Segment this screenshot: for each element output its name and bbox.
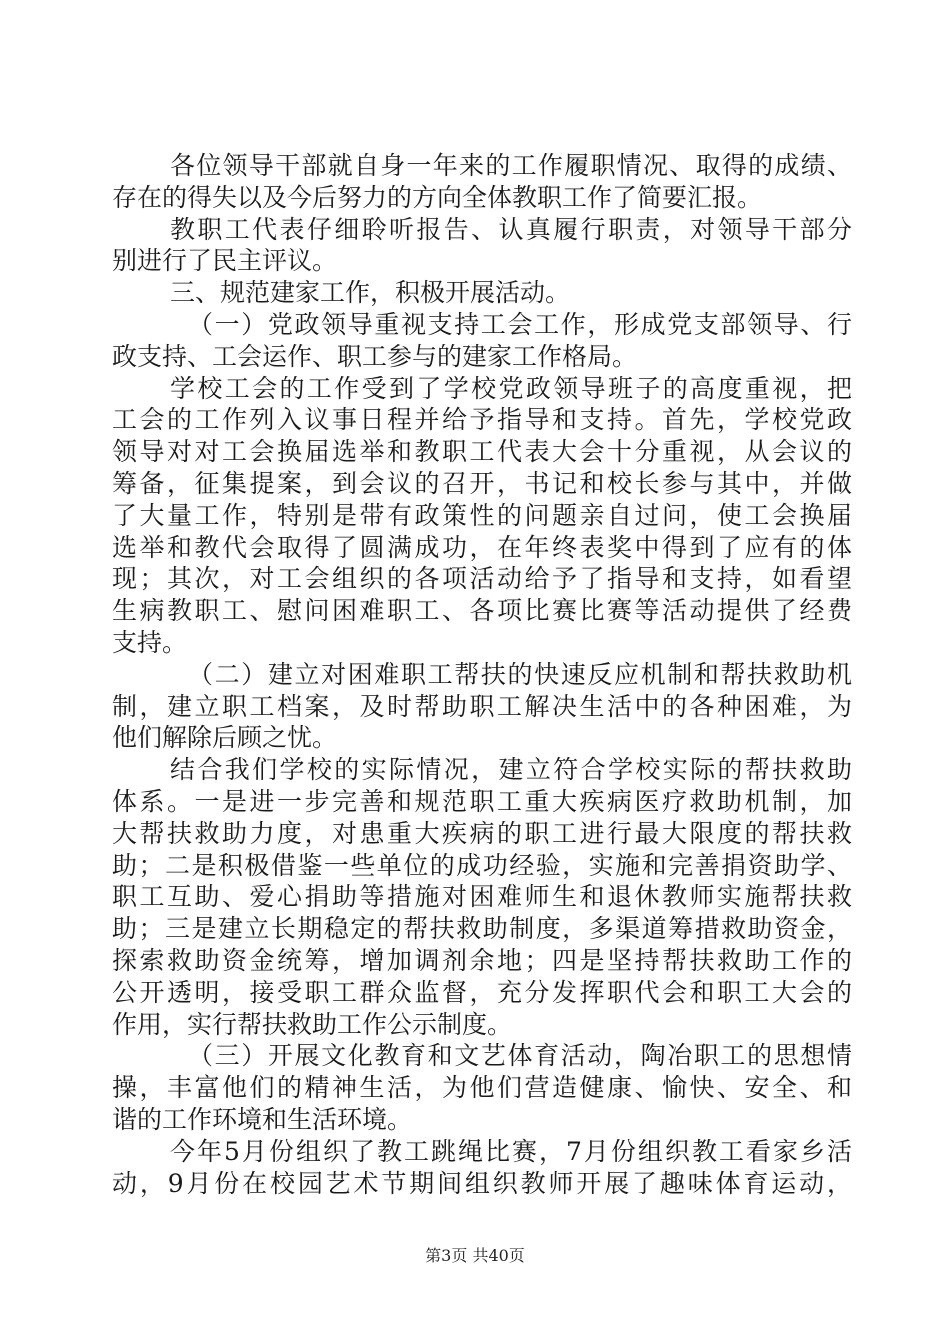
text-line: 探索救助资金统筹，增加调剂余地；四是坚持帮扶救助工作的 — [112, 945, 852, 975]
text-line: 助；三是建立长期稳定的帮扶救助制度，多渠道筹措救助资金， — [112, 914, 852, 944]
subsection-heading-cont: 制，建立职工档案，及时帮助职工解决生活中的各种困难，为 — [112, 691, 852, 721]
text-line: 大帮扶救助力度，对患重大疾病的职工进行最大限度的帮扶救 — [112, 818, 852, 848]
subsection-heading: （一）党政领导重视支持工会工作，形成党支部领导、行 — [188, 309, 852, 339]
page-number-footer: 第3页 共40页 — [425, 1246, 525, 1265]
text-line: 筹备，征集提案，到会议的召开，书记和校长参与其中，并做 — [112, 468, 852, 498]
subsection-heading-cont: 他们解除后顾之忧。 — [112, 723, 338, 753]
subsection-heading-cont: 操，丰富他们的精神生活，为他们营造健康、愉快、安全、和 — [112, 1073, 852, 1103]
text-line: 现；其次，对工会组织的各项活动给予了指导和支持，如看望 — [112, 564, 852, 594]
text-line: 生病教职工、慰问困难职工、各项比赛比赛等活动提供了经费 — [112, 596, 852, 626]
text-line: 学校工会的工作受到了学校党政领导班子的高度重视，把 — [170, 373, 852, 403]
text-line: 公开透明，接受职工群众监督，充分发挥职代会和职工大会的 — [112, 977, 852, 1007]
text-line: 各位领导干部就自身一年来的工作履职情况、取得的成绩、 — [170, 151, 852, 180]
text-line: 作用，实行帮扶救助工作公示制度。 — [112, 1009, 513, 1039]
text-line: 体系。一是进一步完善和规范职工重大疾病医疗救助机制，加 — [112, 786, 852, 816]
document-body — [112, 150, 852, 1199]
text-line: 选举和教代会取得了圆满成功，在年终表奖中得到了应有的体 — [112, 532, 852, 562]
section-heading: 三、规范建家工作，积极开展活动。 — [170, 278, 571, 308]
text-line: 别进行了民主评议。 — [112, 246, 338, 276]
subsection-heading-cont: 谐的工作环境和生活环境。 — [112, 1104, 413, 1134]
text-line: 职工互助、爱心捐助等措施对困难师生和退休教师实施帮扶救 — [112, 882, 852, 912]
text-line: 今年5月份组织了教工跳绳比赛，7月份组织教工看家乡活 — [170, 1136, 852, 1166]
text-line: 支持。 — [112, 627, 188, 657]
text-line: 领导对对工会换届选举和教职工代表大会十分重视，从会议的 — [112, 437, 852, 467]
text-line: 教职工代表仔细聆听报告、认真履行职责，对领导干部分 — [170, 214, 852, 244]
subsection-heading: （二）建立对困难职工帮扶的快速反应机制和帮扶救助机 — [188, 659, 852, 689]
text-line: 了大量工作，特别是带有政策性的问题亲自过问，使工会换届 — [112, 500, 852, 530]
subsection-heading: （三）开展文化教育和文艺体育活动，陶冶职工的思想情 — [188, 1041, 852, 1071]
text-line: 存在的得失以及今后努力的方向全体教职工作了简要汇报。 — [112, 182, 763, 212]
text-line: 结合我们学校的实际情况，建立符合学校实际的帮扶救助 — [170, 755, 852, 785]
text-line: 动，9月份在校园艺术节期间组织教师开展了趣味体育运动， — [112, 1168, 852, 1198]
text-line: 工会的工作列入议事日程并给予指导和支持。首先，学校党政 — [112, 405, 852, 435]
subsection-heading-cont: 政支持、工会运作、职工参与的建家工作格局。 — [112, 341, 638, 371]
text-line: 助；二是积极借鉴一些单位的成功经验，实施和完善捐资助学、 — [112, 850, 852, 880]
